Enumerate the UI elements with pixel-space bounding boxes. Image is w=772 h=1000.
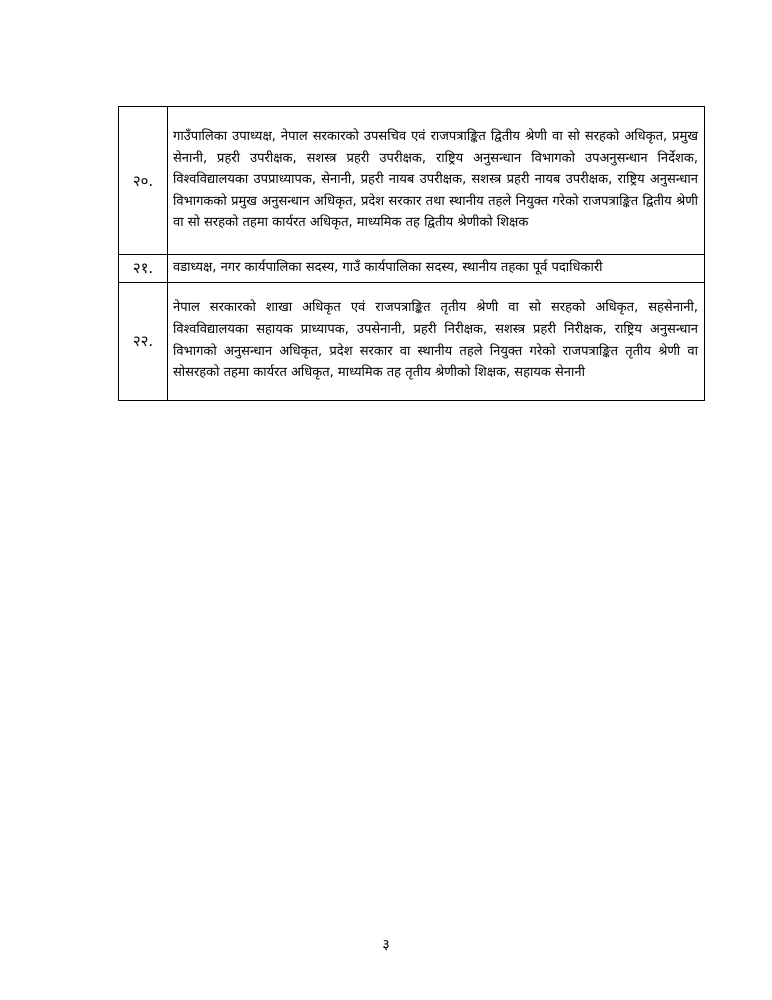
page-number: ३ <box>382 937 390 953</box>
table-row <box>119 282 705 400</box>
table-row <box>119 255 705 283</box>
row-number: २२. <box>119 282 168 400</box>
designation-table <box>118 106 705 401</box>
row-number: २०. <box>119 107 168 255</box>
row-text: नेपाल सरकारको शाखा अधिकृत एवं राजपत्राङ्कित तृतीय श्रेणी वा सो सरहको अधिकृत, सहसेनानी, विश्वविद्यालयका सहायक प्राध्यापक, उपसेनानी, प्रहरी निरीक्षक, सशस्त्र प्रहरी निरीक्षक, राष्ट्रिय अनुसन्धान विभागको अनुसन्धान अधिकृत, प्रदेश सरकार वा स्थानीय तहले नियुक्त गरेको राजपत्राङ्कित तृतीय श्रेणी वा सोसरहको तहमा कार्यरत अधिकृत, माध्यमिक तह तृतीय श्रेणीको शिक्षक, सहायक सेनानी <box>168 282 705 400</box>
row-text: वडाध्यक्ष, नगर कार्यपालिका सदस्य, गाउँ कार्यपालिका सदस्य, स्थानीय तहका पूर्व पदाधिकारी <box>168 255 705 283</box>
table-row <box>119 107 705 255</box>
row-text: गाउँपालिका उपाध्यक्ष, नेपाल सरकारको उपसचिव एवं राजपत्राङ्कित द्वितीय श्रेणी वा सो सरहको अधिकृत, प्रमुख सेनानी, प्रहरी उपरीक्षक, सशस्त्र प्रहरी उपरीक्षक, राष्ट्रिय अनुसन्धान विभागको उपअनुसन्धान निर्देशक, विश्वविद्यालयका उपप्राध्यापक, सेनानी, प्रहरी नायब उपरीक्षक, सशस्त्र प्रहरी नायब उपरीक्षक, राष्ट्रिय अनुसन्धान विभागकको प्रमुख अनुसन्धान अधिकृत, प्रदेश सरकार तथा स्थानीय तहले नियुक्त गरेको राजपत्राङ्कित द्वितीय श्रेणी वा सो सरहको तहमा कार्यरत अधिकृत, माध्यमिक तह द्वितीय श्रेणीको शिक्षक <box>168 107 705 255</box>
row-number: २१. <box>119 255 168 283</box>
